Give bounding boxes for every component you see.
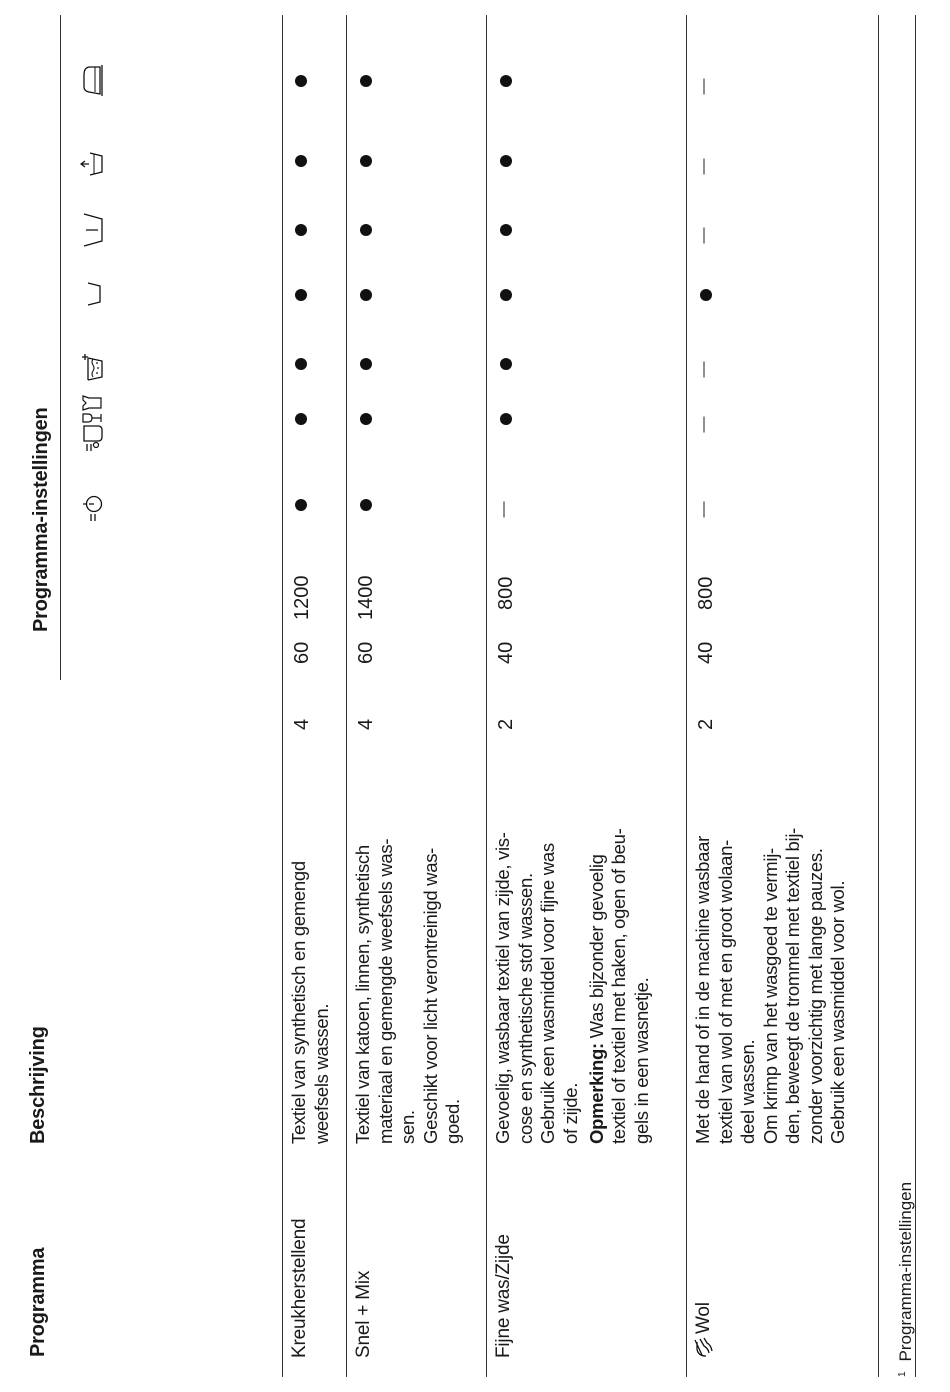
header-programma-instellingen: Programma-instellingen (30, 407, 52, 632)
max-spin: 800 (495, 576, 517, 610)
option-prewash (360, 358, 372, 370)
option-prewash (295, 358, 307, 370)
option-speed-perfect (360, 499, 372, 511)
option-mix (704, 417, 705, 433)
load-kg: 4 (355, 718, 377, 730)
program-name: Kreukherstellend (289, 1218, 310, 1358)
option-extra-rinse (360, 224, 372, 236)
option-prewash (704, 362, 705, 378)
row-separator (346, 15, 347, 1377)
row-separator (282, 15, 283, 1377)
option-mix (360, 413, 372, 425)
program-name: Fijne was/Zijde (493, 1234, 514, 1358)
option-spin (500, 155, 512, 167)
option-mix (295, 413, 307, 425)
header-programma: Programma (27, 1247, 49, 1357)
rinse-plus-icon (84, 281, 102, 307)
row-separator (686, 15, 687, 1377)
program-description: Textiel van synthetisch en gemengd weefsels wassen. (288, 861, 332, 1144)
option-speed-perfect (504, 502, 505, 518)
option-prewash (500, 358, 512, 370)
option-rinse-plus (360, 289, 372, 301)
max-temperature: 60 (355, 641, 377, 664)
page-bottom-rule (915, 15, 916, 1377)
program-name: Wol (693, 1302, 714, 1334)
speed-perfect-icon (82, 492, 104, 522)
prewash-icon (82, 352, 104, 382)
footnote-marker: 1 (897, 1371, 908, 1377)
program-description: Gevoelig, wasbaar textiel van zijde, vis- cose en synthetische stof wassen. Gebruik een wasmiddel voor fijne was of zijde. (492, 832, 581, 1144)
option-extra-rinse (500, 224, 512, 236)
wool-hand-icon (694, 1336, 714, 1358)
option-extra-rinse (295, 224, 307, 236)
option-speed-perfect (295, 499, 307, 511)
option-easy-iron (360, 75, 372, 87)
max-temperature: 60 (291, 641, 313, 664)
note-text: Was bijzonder gevoelig (586, 854, 607, 1044)
program-description: Textiel van katoen, linnen, synthetisch materiaal en gemengde weefsels was- sen. Geschikt voor licht verontreinigd was- goed. (352, 838, 463, 1144)
option-speed-perfect (704, 502, 705, 518)
extra-rinse-icon (82, 213, 104, 247)
option-rinse-plus (295, 289, 307, 301)
option-spin (295, 155, 307, 167)
max-spin: 800 (695, 576, 717, 610)
program-note (586, 854, 609, 1144)
footnote-text: Programma-instellingen (896, 1181, 915, 1362)
option-easy-iron (704, 79, 705, 95)
load-kg: 4 (291, 718, 313, 730)
max-temperature: 40 (695, 641, 717, 664)
spin-icon (80, 147, 104, 177)
header-rule (60, 15, 61, 680)
footnote (893, 1182, 916, 1377)
program-note-continued: textiel of textiel met haken, ogen of beu- gels in een wasnetje. (608, 828, 652, 1144)
max-spin: 1200 (291, 575, 313, 620)
option-easy-iron (500, 75, 512, 87)
program-description: Met de hand of in de machine wasbaar textiel van wol of met en groot wolaan- deel wassen. Om krimp van het wasgoed te vermij- den, beweegt de trommel met textiel bij- zonder voorzichtig met lange pauzes. Gebruik een wasmiddel voor wol. (692, 827, 848, 1144)
option-spin (360, 155, 372, 167)
max-spin: 1400 (355, 575, 377, 620)
note-label: Opmerking: (586, 1043, 607, 1144)
option-easy-iron (295, 75, 307, 87)
max-temperature: 40 (495, 641, 517, 664)
option-spin (704, 159, 705, 175)
load-kg: 2 (695, 718, 717, 730)
footnote-rule (878, 15, 879, 1377)
option-extra-rinse (704, 228, 705, 244)
row-separator (486, 15, 487, 1377)
header-beschrijving: Beschrijving (27, 1026, 49, 1144)
option-mix (500, 413, 512, 425)
load-kg: 2 (495, 718, 517, 730)
option-rinse-plus (700, 289, 712, 301)
option-rinse-plus (500, 289, 512, 301)
program-name: Snel + Mix (353, 1270, 374, 1358)
mix-icon (80, 394, 104, 452)
easy-iron-icon (80, 63, 104, 97)
